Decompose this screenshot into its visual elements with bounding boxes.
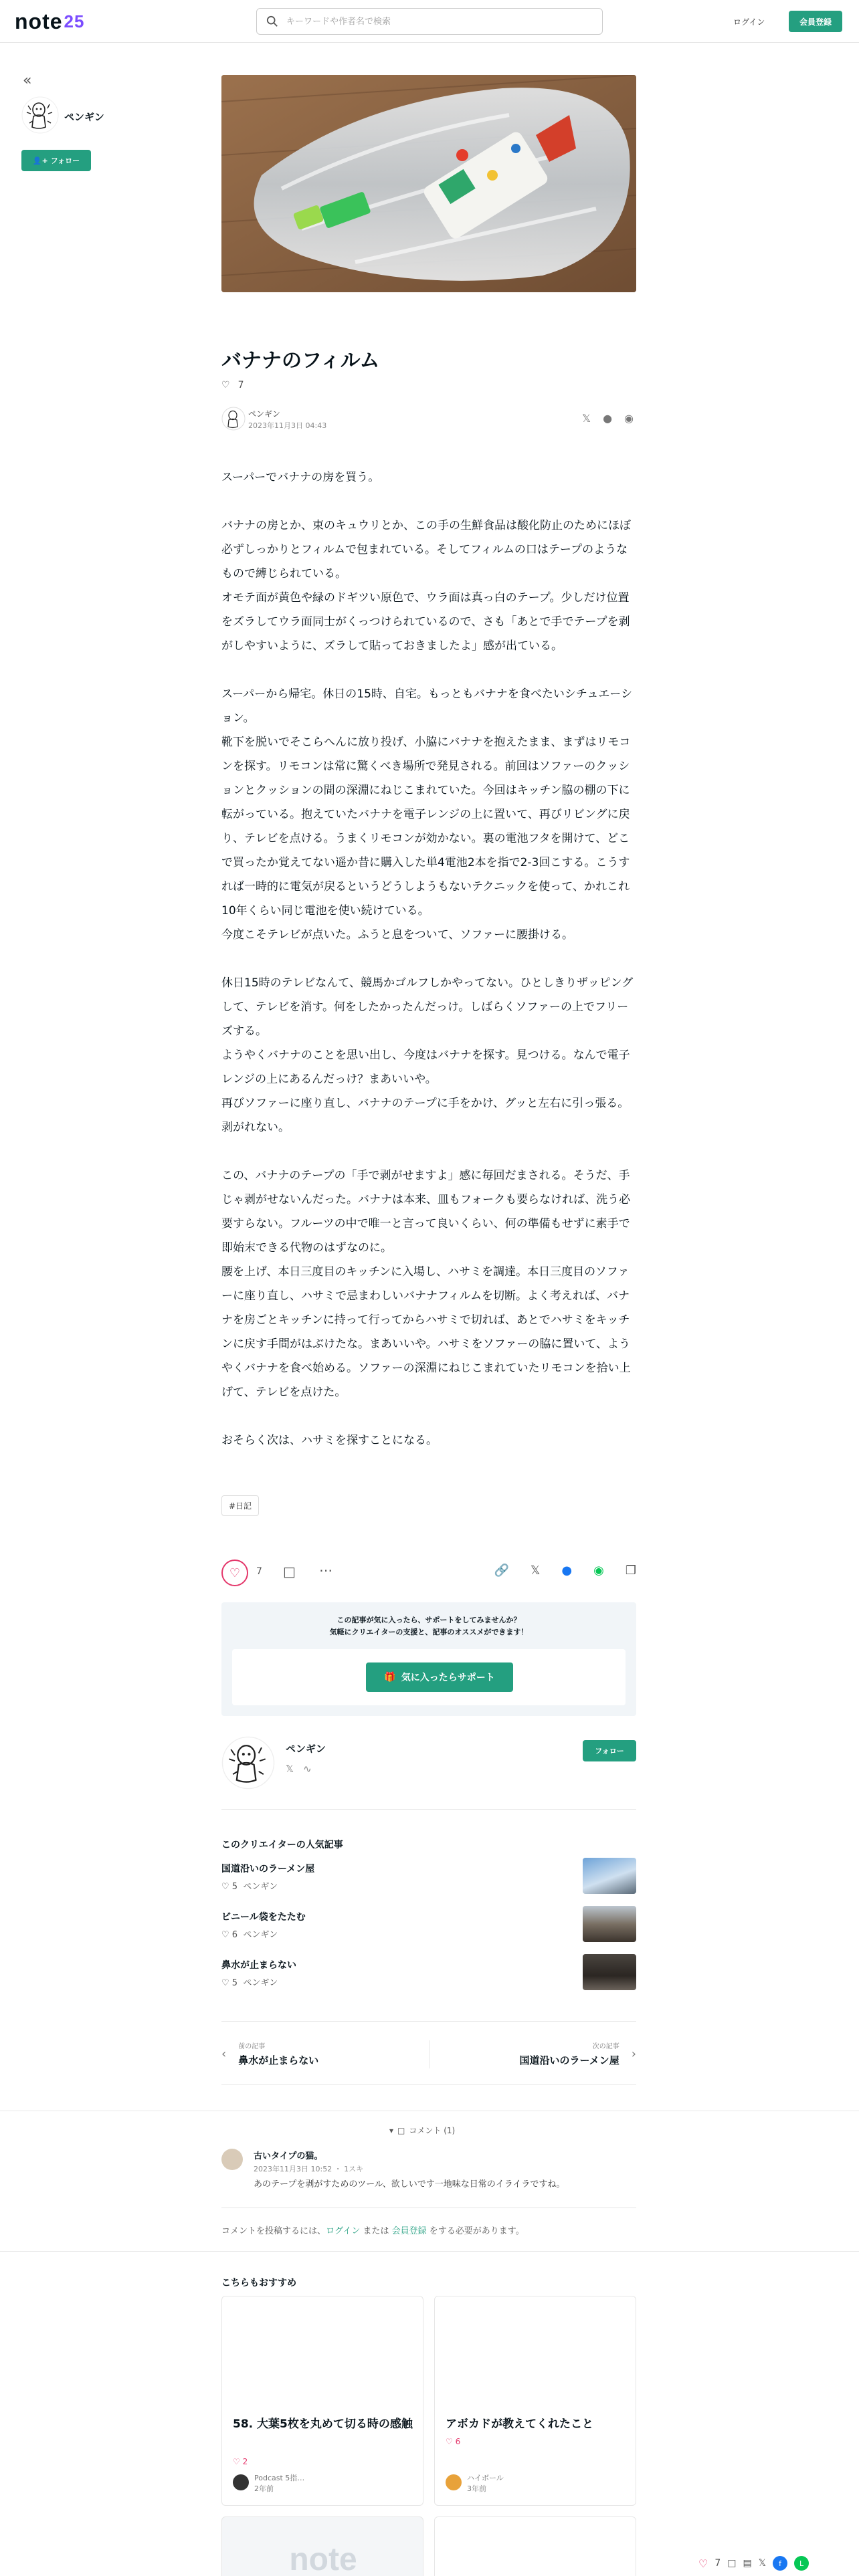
- article-paragraph: バナナの房とか、束のキュウリとか、この手の生鮮食品は酸化防止のためにほぼ必ずしっかりとフィルムで包まれている。そしてフィルムの口はテープのようなもので縛じられている。: [221, 519, 631, 580]
- banana-film-photo: [221, 75, 636, 292]
- author-name[interactable]: ペンギン: [248, 409, 280, 419]
- recommend-card-author[interactable]: [446, 2473, 504, 2494]
- follow-label: フォロー: [50, 156, 80, 165]
- recommend-author-name: Podcast 5指…: [254, 2474, 305, 2482]
- article-paragraph: オモテ面が黄色や緑のドギツい原色で、ウラ面は真っ白のテープ。少しだけ位置をズラしてウラ面同士がくっつけられているので、さも「あとで手でテープを剥がしやすいように、ズラして貼っておきましたよ」感が出ている。: [221, 591, 630, 653]
- x-profile-icon[interactable]: 𝕏: [286, 1763, 294, 1775]
- article-paragraph: 今度こそテレビが点いた。ふうと息をついて、ソファーに腰掛ける。: [221, 928, 573, 942]
- recommend-card-placeholder[interactable]: [221, 2516, 423, 2576]
- popular-item-likes: 5: [231, 1978, 238, 1988]
- recommend-card[interactable]: [221, 2296, 423, 2506]
- article-paragraph: スーパーから帰宅。休日の15時、自宅。もっともバナナを食べたいシチュエーション。: [221, 687, 633, 725]
- article-paragraph: おそらく次は、ハサミを探すことになる。: [221, 1434, 438, 1447]
- article-paragraph: 再びソファーに座り直し、バナナのテープに手をかけ、グッと左右に引っ張る。剥がれない。: [221, 1097, 630, 1134]
- recommend-card[interactable]: [434, 2296, 636, 2506]
- popular-item-author: ペンギン: [243, 1930, 278, 1940]
- creator-social-links: [286, 1763, 312, 1775]
- recommend-card-likes: ♡ 2: [233, 2457, 248, 2466]
- comment-section: [0, 2111, 859, 2251]
- article-hero-image: [221, 75, 636, 292]
- recommend-card-author[interactable]: [233, 2473, 304, 2494]
- article-paragraph: ようやくバナナのことを思い出し、今度はバナナを探す。見つける。なんで電子レンジの上にあるんだっけ？まあいいや。: [221, 1049, 630, 1086]
- more-options-icon[interactable]: ⋯: [319, 1562, 332, 1578]
- popular-item-meta: ♡ 5 ペンギン: [221, 1978, 278, 1988]
- recommend-author-avatar: [446, 2474, 462, 2490]
- prev-label: 前の記事: [238, 2043, 266, 2050]
- comment-signup-link[interactable]: 会員登録: [391, 2226, 427, 2236]
- follow-person-icon: 👤+: [32, 156, 48, 165]
- popular-item-title: ビニール袋をたたむ: [221, 1912, 306, 1923]
- creator-card: [221, 1736, 636, 1810]
- facebook-share-icon[interactable]: ●: [603, 412, 613, 425]
- recommend-card-likes: ♡ 6: [446, 2437, 461, 2446]
- popular-item-author: ペンギン: [243, 1882, 278, 1892]
- article-like-summary[interactable]: [221, 380, 244, 391]
- comment-login-note: [221, 2224, 524, 2236]
- popular-item-meta: ♡ 6 ペンギン: [221, 1930, 278, 1940]
- collapse-sidebar-icon[interactable]: «: [23, 72, 32, 89]
- site-header: [0, 0, 859, 43]
- logo-text: note: [15, 9, 63, 33]
- chevron-left-icon: ‹: [221, 2046, 227, 2061]
- x-share-icon-bottom[interactable]: 𝕏: [530, 1564, 541, 1578]
- popular-item-title: 鼻水が止まらない: [221, 1960, 296, 1971]
- article-paragraph: 靴下を脱いでそこらへんに放り投げ、小脇にバナナを抱えたまま、まずはリモコンを探す。リモコンは常に驚くべき場所で発見される。前回はソファーのクッションとクッションの間の深淵にねじこまれていた。今回はキッチン脇の棚の下に転がっている。抱えていたバナナを電子レンジの上に置いて、再びリビングに戻り、テレビを点ける。うまくリモコンが効かない。裏の電池フタを開けて、どこで買ったか覚えてない遥か昔に購入した単4電池2本を指で2-3回こする。こうすれば一時的に電気が戻るというどうしようもないテクニックを使って、かれこれ10年くらい同じ電池を使い続けている。: [221, 736, 631, 918]
- recommend-card-title: アボカドが教えてくれたこと: [446, 2418, 593, 2431]
- chevron-right-icon: ›: [631, 2046, 636, 2061]
- like-count-bottom: 7: [256, 1566, 262, 1577]
- support-button-label: 気に入ったらサポート: [401, 1673, 495, 1683]
- floating-magazine-icon[interactable]: ▤: [743, 2558, 752, 2569]
- gift-icon: 🎁: [384, 1672, 396, 1683]
- login-link[interactable]: ログイン: [733, 17, 765, 27]
- support-line2: 気軽にクリエイターの支援と、記事のオススメができます！: [329, 1628, 529, 1636]
- comment-date: 2023年11月3日 10:52 ・ 1スキ: [254, 2165, 364, 2173]
- like-button[interactable]: [221, 1560, 248, 1586]
- author-row: [221, 407, 636, 433]
- search-icon: [266, 15, 278, 27]
- rss-icon[interactable]: ∿: [303, 1763, 312, 1775]
- share-icons-bottom: [494, 1564, 636, 1578]
- floating-action-bar: [698, 2551, 859, 2576]
- popular-heading: このクリエイターの人気記事: [221, 1840, 343, 1850]
- article-title: バナナのフィルム: [221, 349, 380, 372]
- recommend-heading: こちらもおすすめ: [221, 2278, 297, 2288]
- nav-divider: [429, 2040, 430, 2068]
- popular-item-thumbnail: [583, 1906, 636, 1942]
- article-paragraph: [221, 490, 636, 514]
- floating-line-icon[interactable]: L: [794, 2556, 809, 2571]
- article-paragraph: 腰を上げ、本日三度目のキッチンに入場し、ハサミを調達。本日三度目のソファーに座り直し、ハサミで忌まわしいバナナフィルムを切断。よく考えれば、バナナを房ごとキッチンに持って行ってからハサミで切れば、あとでハサミをキッチンに戻す手間がはぶけたな。まあいいや。ハサミをソファーの脇に置いて、ようやくバナナを食べ始める。ソファーの深淵にねじこまれていたリモコンを拾い上げて、テレビを点けた。: [221, 1265, 631, 1399]
- popular-item-thumbnail: [583, 1954, 636, 1990]
- prev-title: 鼻水が止まらない: [238, 2054, 319, 2066]
- follow-button[interactable]: [21, 150, 91, 171]
- floating-x-icon[interactable]: 𝕏: [758, 2558, 767, 2569]
- line-share-icon[interactable]: ◉: [624, 412, 634, 425]
- article-paragraph: [221, 658, 636, 682]
- article-paragraph: [221, 947, 636, 971]
- recommend-author-avatar: [233, 2474, 249, 2490]
- article-paragraph: 休日15時のテレビなんて、競馬かゴルフしかやってない。ひとしきりザッピングして、テレビを消す。何をしたかったんだっけ。しばらくソファーの上でフリーズする。: [221, 976, 634, 1038]
- popular-item-meta: ♡ 5 ペンギン: [221, 1882, 278, 1892]
- logo-suffix: 25: [64, 11, 85, 31]
- creator-card-avatar[interactable]: [221, 1736, 275, 1790]
- heart-icon: ♡: [229, 1566, 241, 1580]
- popular-item[interactable]: [221, 1954, 636, 1994]
- next-label: 次の記事: [592, 2043, 619, 2050]
- popular-item-author: ペンギン: [243, 1978, 278, 1988]
- search-input[interactable]: [286, 17, 581, 27]
- next-title: 国道沿いのラーメン屋: [519, 2054, 619, 2066]
- article-action-bar: [221, 1557, 636, 1589]
- popular-item-thumbnail: [583, 1858, 636, 1894]
- popular-item[interactable]: [221, 1906, 636, 1946]
- commenter-avatar[interactable]: [221, 2149, 243, 2170]
- comment-toggle-label: コメント (1): [409, 2126, 456, 2135]
- popular-item-likes: 6: [231, 1930, 238, 1940]
- floating-facebook-icon[interactable]: f: [773, 2556, 787, 2571]
- recommend-time: 2年前: [254, 2484, 274, 2493]
- hashtag-chip[interactable]: #日記: [221, 1495, 259, 1516]
- recommend-card-empty[interactable]: [434, 2516, 636, 2576]
- article-paragraph: [221, 1140, 636, 1164]
- support-line1: この記事が気に入ったら、サポートをしてみませんか？: [337, 1616, 521, 1624]
- support-button[interactable]: [366, 1662, 513, 1692]
- creator-name[interactable]: ペンギン: [64, 111, 104, 123]
- x-share-icon[interactable]: 𝕏: [582, 412, 591, 425]
- login-note-prefix: コメントを投稿するには、: [221, 2226, 326, 2236]
- comment-icon[interactable]: □: [283, 1564, 296, 1580]
- recommend-card-title: 58. 大葉5枚を丸めて切る時の感触: [233, 2418, 413, 2431]
- facebook-share-icon-bottom[interactable]: ●: [561, 1564, 573, 1578]
- placeholder-note-logo: note: [289, 2542, 357, 2576]
- publish-date: 2023年11月3日 04:43: [248, 421, 327, 430]
- recommend-card-like-count: 2: [242, 2457, 248, 2466]
- link-copy-icon[interactable]: 🔗: [494, 1564, 509, 1578]
- creator-card-follow-button[interactable]: フォロー: [583, 1740, 636, 1761]
- heart-outline-icon: ♡: [221, 380, 230, 391]
- article-paragraph: この、バナナのテープの「手で剥がせますよ」感に毎回だまされる。そうだ、手じゃ剥がせないんだった。バナナは本来、皿もフォークも要らなければ、洗う必要すらない。フルーツの中で唯一と言って良いくらい、何の準備もせずに素手で即始末できる代物のはずなのに。: [221, 1169, 631, 1255]
- article-paragraph: [221, 1404, 636, 1428]
- next-article-link[interactable]: [520, 2038, 636, 2070]
- signup-button[interactable]: 会員登録: [789, 11, 842, 32]
- floating-heart-icon[interactable]: ♡: [698, 2557, 708, 2570]
- popular-item[interactable]: [221, 1858, 636, 1898]
- embed-icon[interactable]: ❐: [625, 1564, 636, 1578]
- search-box[interactable]: [256, 8, 603, 35]
- line-share-icon-bottom[interactable]: ◉: [593, 1564, 604, 1578]
- author-avatar[interactable]: [221, 407, 246, 431]
- comment-bubble-icon: □: [397, 2125, 405, 2135]
- commenter-name[interactable]: 古いタイプの猫。: [254, 2151, 323, 2161]
- recommend-author-name: ハイボール: [467, 2474, 504, 2482]
- recommend-card-like-count: 6: [455, 2437, 461, 2446]
- popular-item-title: 国道沿いのラーメン屋: [221, 1864, 315, 1874]
- share-icons-top: [582, 412, 634, 425]
- recommend-time: 3年前: [467, 2484, 486, 2493]
- prev-next-navigation: [221, 2021, 636, 2085]
- floating-comment-icon[interactable]: □: [727, 2558, 737, 2569]
- creator-avatar[interactable]: [21, 96, 59, 134]
- login-note-suffix: をする必要があります。: [426, 2226, 524, 2236]
- caret-down-icon: ▾: [389, 2125, 394, 2135]
- support-inner-panel: [232, 1649, 626, 1705]
- support-message: [221, 1614, 636, 1638]
- prev-article-link[interactable]: [221, 2038, 318, 2070]
- note-logo[interactable]: [15, 8, 84, 35]
- article-body: [221, 465, 636, 1453]
- floating-like-count: 7: [714, 2558, 721, 2569]
- like-count: 7: [237, 380, 244, 391]
- creator-card-name[interactable]: ペンギン: [286, 1743, 326, 1755]
- article-paragraph: スーパーでバナナの房を買う。: [221, 471, 380, 484]
- comment-text: あのテープを剥がすためのツール、欲しいです一地味な日常のイライラですね。: [254, 2179, 565, 2189]
- comment-item: [221, 2149, 636, 2189]
- login-note-middle: または: [360, 2226, 392, 2236]
- comment-login-link[interactable]: ログイン: [326, 2226, 361, 2236]
- support-box: [221, 1602, 636, 1716]
- comment-toggle[interactable]: [389, 2125, 455, 2136]
- popular-item-likes: 5: [231, 1882, 238, 1892]
- recommend-section: [0, 2251, 859, 2576]
